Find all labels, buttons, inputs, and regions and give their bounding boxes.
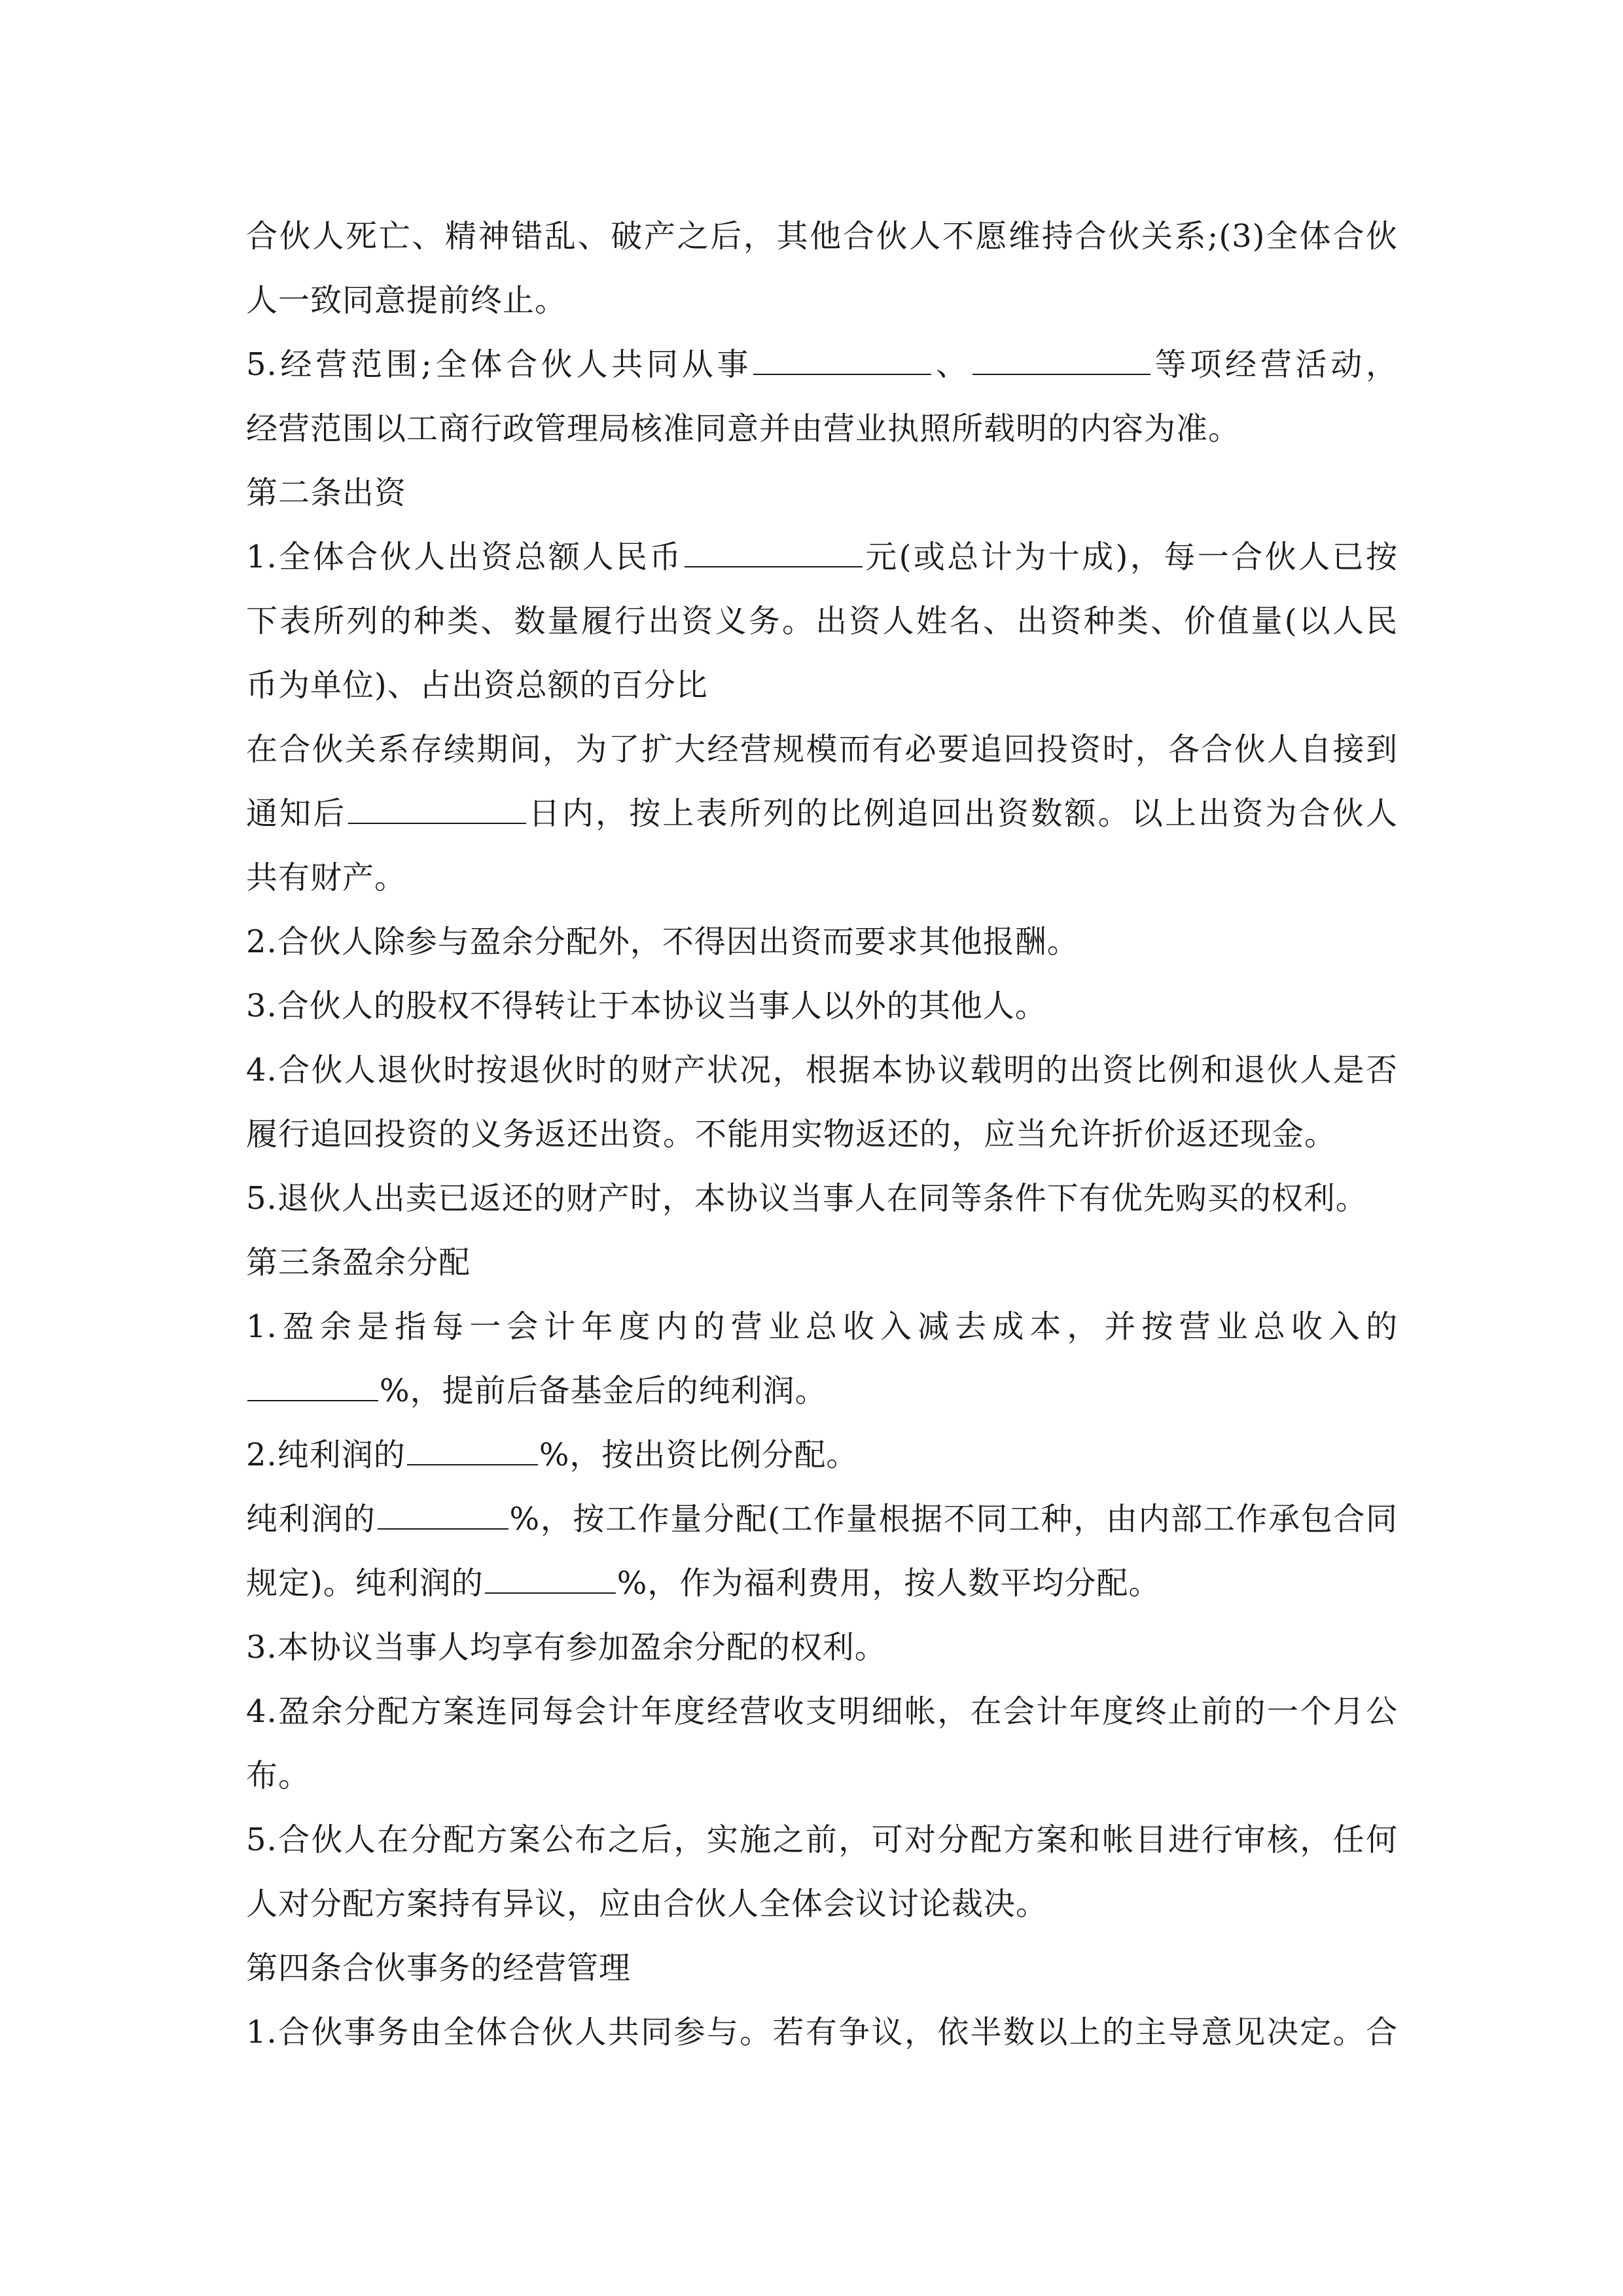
text-segment: 经营范围以工商行政管理局核准同意并由营业执照所载明的内容为准。	[246, 410, 1241, 447]
text-segment: %，按工作量分配(工作量根据不同工种，由内部工作承包合同	[509, 1501, 1398, 1537]
fill-in-blank	[685, 527, 863, 567]
text-segment: 下表所列的种类、数量履行出资义务。出资人姓名、出资种类、价值量(以人民	[246, 603, 1398, 639]
fill-in-blank	[407, 1425, 538, 1465]
text-line	[246, 910, 1398, 974]
text-segment: %，作为福利费用，按人数平均分配。	[616, 1565, 1161, 1602]
text-line	[246, 1295, 1398, 1359]
document-body	[246, 204, 1398, 2064]
text-line	[246, 332, 1398, 397]
text-line	[246, 2000, 1398, 2064]
text-line	[246, 397, 1398, 461]
text-segment: 5.退伙人出卖已返还的财产时，本协议当事人在同等条件下有优先购买的权利。	[246, 1180, 1368, 1217]
text-line	[246, 1551, 1398, 1615]
text-segment: 第四条合伙事务的经营管理	[246, 1950, 632, 1986]
text-segment: 第三条盈余分配	[246, 1244, 471, 1281]
text-segment: 4.盈余分配方案连同每会计年度经营收支明细帐，在会计年度终止前的一个月公	[246, 1693, 1398, 1730]
text-line	[246, 1679, 1398, 1744]
text-segment: 、	[933, 346, 971, 383]
text-line	[246, 1744, 1398, 1808]
text-segment: %，提前后备基金后的纯利润。	[380, 1372, 827, 1409]
text-segment: 5.合伙人在分配方案公布之后，实施之前，可对分配方案和帐目进行审核，任何	[246, 1821, 1398, 1858]
text-segment: 合伙人死亡、精神错乱、破产之后，其他合伙人不愿维持合伙关系;(3)全体合伙	[246, 218, 1398, 255]
fill-in-blank	[485, 1553, 616, 1594]
text-segment: 人一致同意提前终止。	[246, 282, 567, 319]
text-segment: 在合伙关系存续期间，为了扩大经营规模而有必要追回投资时，各合伙人自接到	[246, 731, 1398, 768]
text-segment: 通知后	[246, 795, 347, 832]
fill-in-blank	[753, 334, 931, 375]
text-segment: 币为单位)、占出资总额的百分比	[246, 667, 708, 704]
text-line	[246, 1936, 1398, 2000]
fill-in-blank	[348, 783, 526, 824]
text-line	[246, 461, 1398, 525]
text-segment: 1.全体合伙人出资总额人民币	[246, 539, 683, 575]
text-line	[246, 717, 1398, 781]
text-line	[246, 1102, 1398, 1166]
fill-in-blank	[972, 334, 1150, 375]
text-line	[246, 525, 1398, 589]
text-line	[246, 1423, 1398, 1487]
text-line	[246, 846, 1398, 910]
text-line	[246, 1230, 1398, 1295]
text-line	[246, 1359, 1398, 1423]
fill-in-blank	[378, 1489, 508, 1530]
text-segment: %，按出资比例分配。	[539, 1437, 859, 1473]
text-line	[246, 1166, 1398, 1230]
text-segment: 人对分配方案持有异议，应由合伙人全体会议讨论裁决。	[246, 1886, 1048, 1922]
text-segment: 布。	[246, 1757, 311, 1794]
text-line	[246, 781, 1398, 846]
text-line	[246, 1487, 1398, 1551]
text-line	[246, 1038, 1398, 1102]
text-line	[246, 1872, 1398, 1936]
text-segment: 元(或总计为十成)，每一合伙人已按	[863, 539, 1398, 575]
text-segment: 规定)。纯利润的	[246, 1565, 484, 1602]
text-segment: 4.合伙人退伙时按退伙时的财产状况，根据本协议载明的出资比例和退伙人是否	[246, 1052, 1398, 1088]
text-segment: 等项经营活动，	[1151, 346, 1398, 383]
text-segment: 共有财产。	[246, 859, 407, 896]
text-line	[246, 1808, 1398, 1872]
text-line	[246, 204, 1398, 268]
text-segment: 2.纯利润的	[246, 1437, 406, 1473]
text-segment: 2.合伙人除参与盈余分配外，不得因出资而要求其他报酬。	[246, 924, 1079, 960]
text-line	[246, 589, 1398, 653]
text-line	[246, 1615, 1398, 1679]
fill-in-blank	[247, 1361, 378, 1401]
text-line	[246, 268, 1398, 332]
text-segment: 日内，按上表所列的比例追回出资数额。以上出资为合伙人	[527, 795, 1398, 832]
text-segment: 5.经营范围;全体合伙人共同从事	[246, 346, 753, 383]
text-segment: 第二条出资	[246, 475, 407, 511]
text-segment: 3.本协议当事人均享有参加盈余分配的权利。	[246, 1629, 887, 1666]
text-segment: 履行追回投资的义务返还出资。不能用实物返还的，应当允许折价返还现金。	[246, 1116, 1337, 1153]
text-line	[246, 974, 1398, 1038]
text-line	[246, 653, 1398, 717]
text-segment: 1.盈余是指每一会计年度内的营业总收入减去成本，并按营业总收入的	[246, 1308, 1398, 1345]
text-segment: 3.合伙人的股权不得转让于本协议当事人以外的其他人。	[246, 988, 1047, 1024]
text-segment: 纯利润的	[246, 1501, 376, 1537]
text-segment: 1.合伙事务由全体合伙人共同参与。若有争议，依半数以上的主导意见决定。合	[246, 2014, 1398, 2051]
